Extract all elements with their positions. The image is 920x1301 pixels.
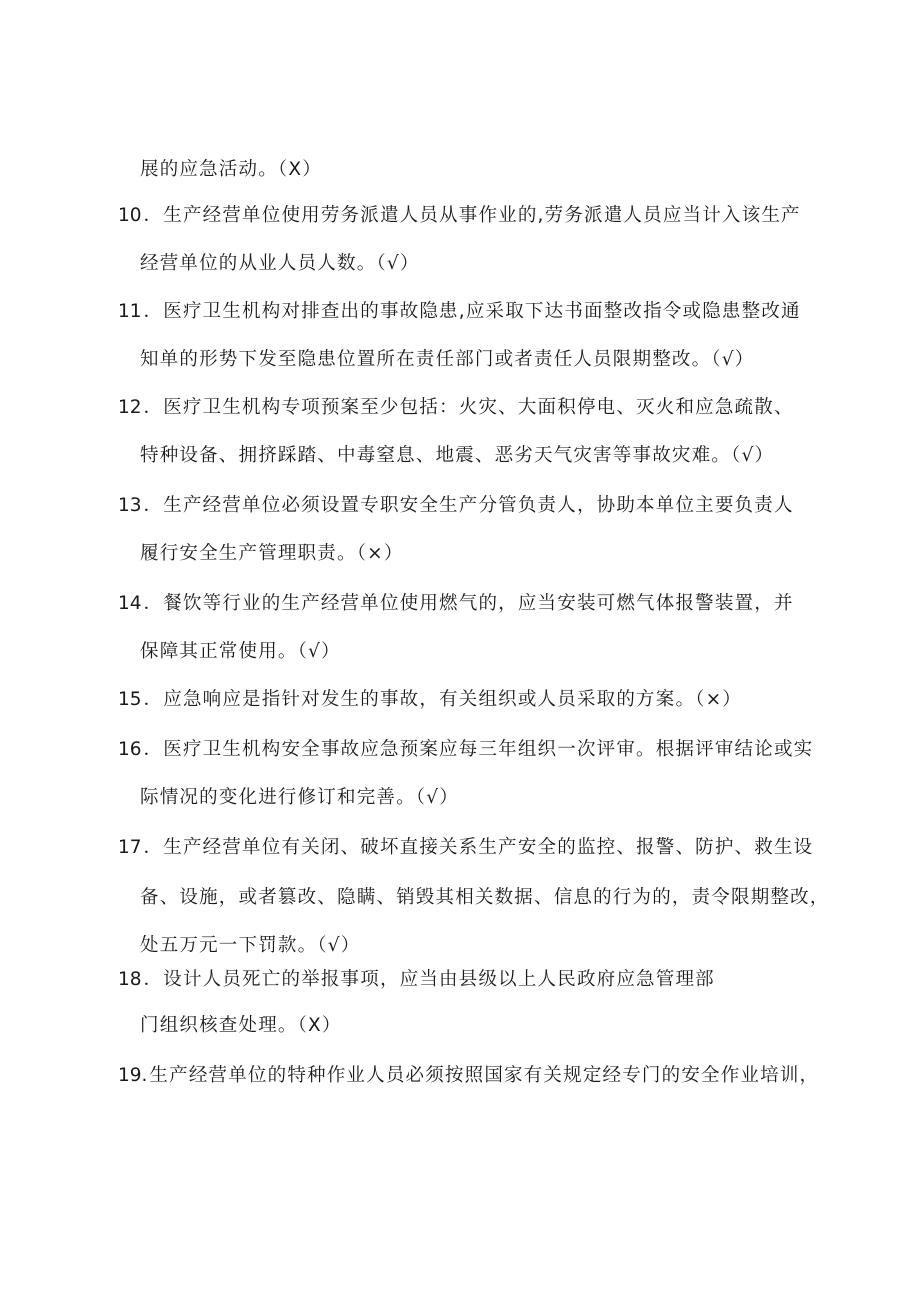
item-17-continuation-1 <box>140 886 830 910</box>
item-18-continuation <box>140 1014 342 1038</box>
item-number: 15 <box>118 689 142 710</box>
line-text: 际情况的变化进行修订和完善。（√） <box>140 787 459 808</box>
line-text: ．餐饮等行业的生产经营单位使用燃气的，应当安装可燃气体报警装置，并 <box>143 593 794 614</box>
line-text: 门组织核查处理。（X） <box>140 1015 342 1036</box>
item-17-continuation-2 <box>140 934 360 958</box>
item-number: 18 <box>118 969 142 990</box>
item-13 <box>118 494 794 518</box>
line-text: 履行安全生产管理职责。（×） <box>140 543 404 564</box>
item-11-continuation <box>140 348 754 372</box>
item-9-continuation <box>140 158 322 182</box>
item-12 <box>118 396 794 420</box>
line-text: 保障其正常使用。（√） <box>140 641 341 662</box>
item-number: 16 <box>118 739 142 760</box>
line-text: 备、设施，或者篡改、隐瞒、销毁其相关数据、信息的行为的，责令限期整改， <box>140 887 830 908</box>
line-text: ．应急响应是指针对发生的事故，有关组织或人员采取的方案。（×） <box>143 689 743 710</box>
line-text: ．生产经营单位必须设置专职安全生产分管负责人，协助本单位主要负责人 <box>143 495 794 516</box>
line-text: ．医疗卫生机构对排查出的事故隐患,应采取下达书面整改指令或隐患整改通 <box>143 301 801 322</box>
item-19 <box>118 1064 819 1088</box>
line-text: 特种设备、拥挤踩踏、中毒窒息、地震、恶劣天气灾害等事故灾难。（√） <box>140 445 775 466</box>
item-10 <box>118 204 801 228</box>
item-number: 11 <box>118 301 142 322</box>
item-number: 19. <box>118 1065 148 1086</box>
line-text: 生产经营单位的特种作业人员必须按照国家有关规定经专门的安全作业培训， <box>149 1065 820 1086</box>
item-14-continuation <box>140 640 341 664</box>
line-text: ．生产经营单位有关闭、破坏直接关系生产安全的监控、报警、防护、救生设 <box>143 837 814 858</box>
line-text: 处五万元一下罚款。（√） <box>140 935 361 956</box>
item-16 <box>118 738 813 762</box>
item-16-continuation <box>140 786 459 810</box>
item-17 <box>118 836 813 860</box>
line-text: ．设计人员死亡的举报事项，应当由县级以上人民政府应急管理部 <box>143 969 715 990</box>
line-text: 知单的形势下发至隐患位置所在责任部门或者责任人员限期整改。（√） <box>140 349 755 370</box>
line-text: 经营单位的从业人员人数。（√） <box>140 253 420 274</box>
line-text: 展的应急活动。（X） <box>140 159 322 180</box>
item-number: 14 <box>118 593 142 614</box>
item-13-continuation <box>140 542 404 566</box>
item-number: 12 <box>118 397 142 418</box>
line-text: ．生产经营单位使用劳务派遣人员从事作业的,劳务派遣人员应当计入该生产 <box>143 205 801 226</box>
item-18 <box>118 968 715 992</box>
line-text: ．医疗卫生机构安全事故应急预案应每三年组织一次评审。根据评审结论或实 <box>143 739 814 760</box>
item-number: 13 <box>118 495 142 516</box>
item-10-continuation <box>140 252 420 276</box>
item-15 <box>118 688 742 712</box>
item-11 <box>118 300 801 324</box>
item-12-continuation <box>140 444 774 468</box>
line-text: ．医疗卫生机构专项预案至少包括：火灾、大面积停电、灭火和应急疏散、 <box>143 397 794 418</box>
item-number: 17 <box>118 837 142 858</box>
item-number: 10 <box>118 205 142 226</box>
item-14 <box>118 592 794 616</box>
